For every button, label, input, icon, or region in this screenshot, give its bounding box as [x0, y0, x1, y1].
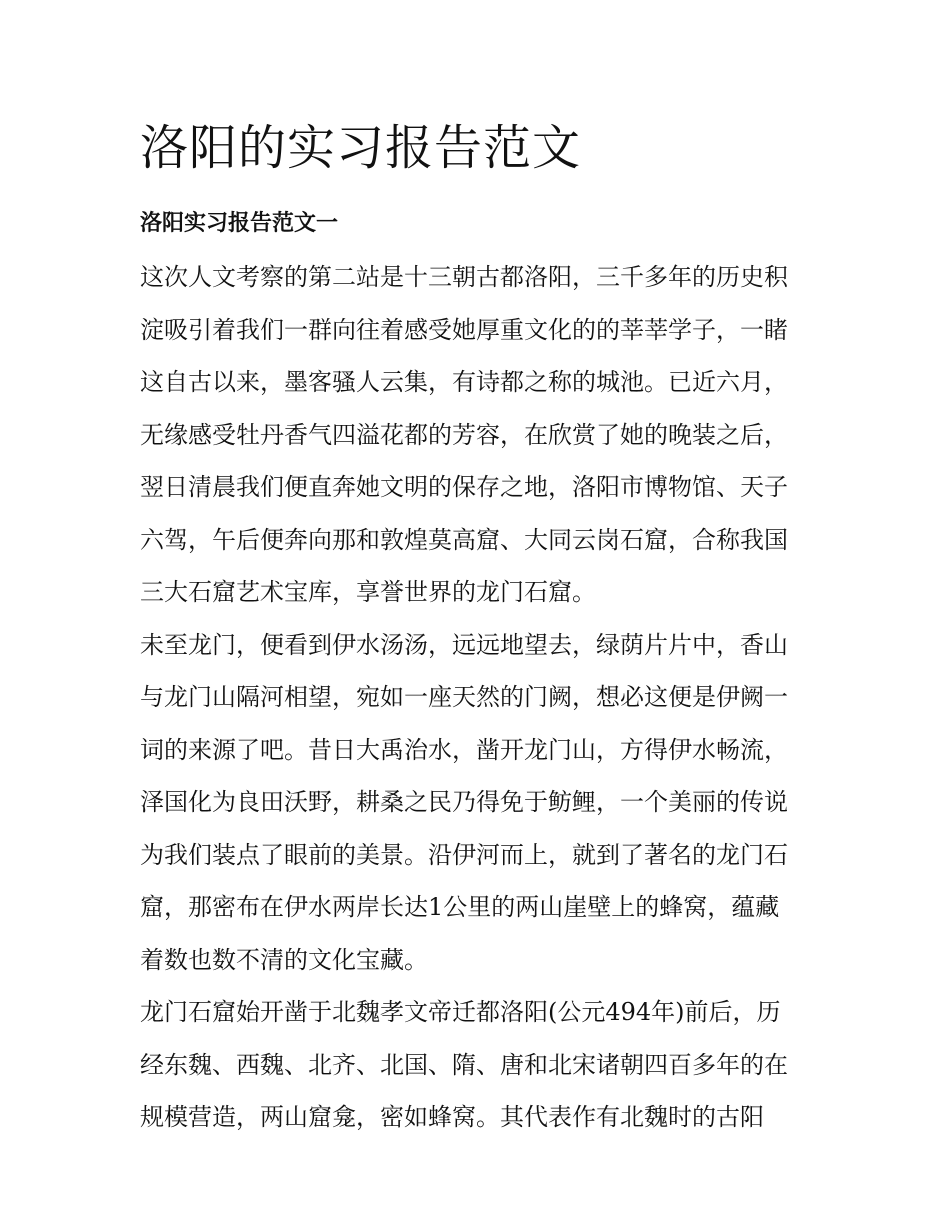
text-line: 这自古以来，墨客骚人云集，有诗都之称的城池。已近六月， — [140, 368, 788, 396]
text-line: 窟，那密布在伊水两岸长达1公里的两山崖壁上的蜂窝，蕴藏 — [140, 893, 780, 921]
paragraph-1 — [140, 254, 820, 622]
text-line: 着数也数不清的文化宝藏。 — [140, 945, 428, 974]
text-line: 淀吸引着我们一群向往着感受她厚重文化的的莘莘学子，一睹 — [140, 315, 788, 344]
text-line: 无缘感受牡丹香气四溢花都的芳容，在欣赏了她的晚装之后， — [140, 420, 788, 449]
text-line: 翌日清晨我们便直奔她文明的保存之地，洛阳市博物馆、天子 — [140, 473, 788, 501]
text-line: 这次人文考察的第二站是十三朝古都洛阳，三千多年的历史积 — [140, 263, 788, 291]
text-line: 三大石窟艺术宝库，享誉世界的龙门石窟。 — [140, 578, 596, 606]
text-line: 六驾，午后便奔向那和敦煌莫高窟、大同云岗石窟，合称我国 — [140, 525, 788, 554]
text-line: 与龙门山隔河相望，宛如一座天然的门阙，想必这便是伊阙一 — [140, 683, 788, 711]
paragraph-2 — [140, 622, 820, 990]
text-line: 龙门石窟始开凿于北魏孝文帝迁都洛阳(公元494年)前后，历 — [140, 998, 781, 1026]
document-body — [140, 254, 820, 1147]
document-subtitle: 洛阳实习报告范文一 — [140, 210, 339, 236]
text-line: 词的来源了吧。昔日大禹治水，凿开龙门山，方得伊水畅流， — [140, 735, 788, 764]
document-title: 洛阳的实习报告范文 — [140, 120, 582, 176]
text-line: 规模营造，两山窟龛，密如蜂窝。其代表作有北魏时的古阳 — [140, 1103, 764, 1131]
text-line: 为我们装点了眼前的美景。沿伊河而上，就到了著名的龙门石 — [140, 840, 788, 869]
paragraph-3 — [140, 989, 820, 1147]
text-line: 未至龙门，便看到伊水汤汤，远远地望去，绿荫片片中，香山 — [140, 630, 788, 659]
text-line: 经东魏、西魏、北齐、北国、隋、唐和北宋诸朝四百多年的在 — [140, 1050, 788, 1079]
text-line: 泽国化为良田沃野，耕桑之民乃得免于鲂鲤，一个美丽的传说 — [140, 788, 788, 816]
